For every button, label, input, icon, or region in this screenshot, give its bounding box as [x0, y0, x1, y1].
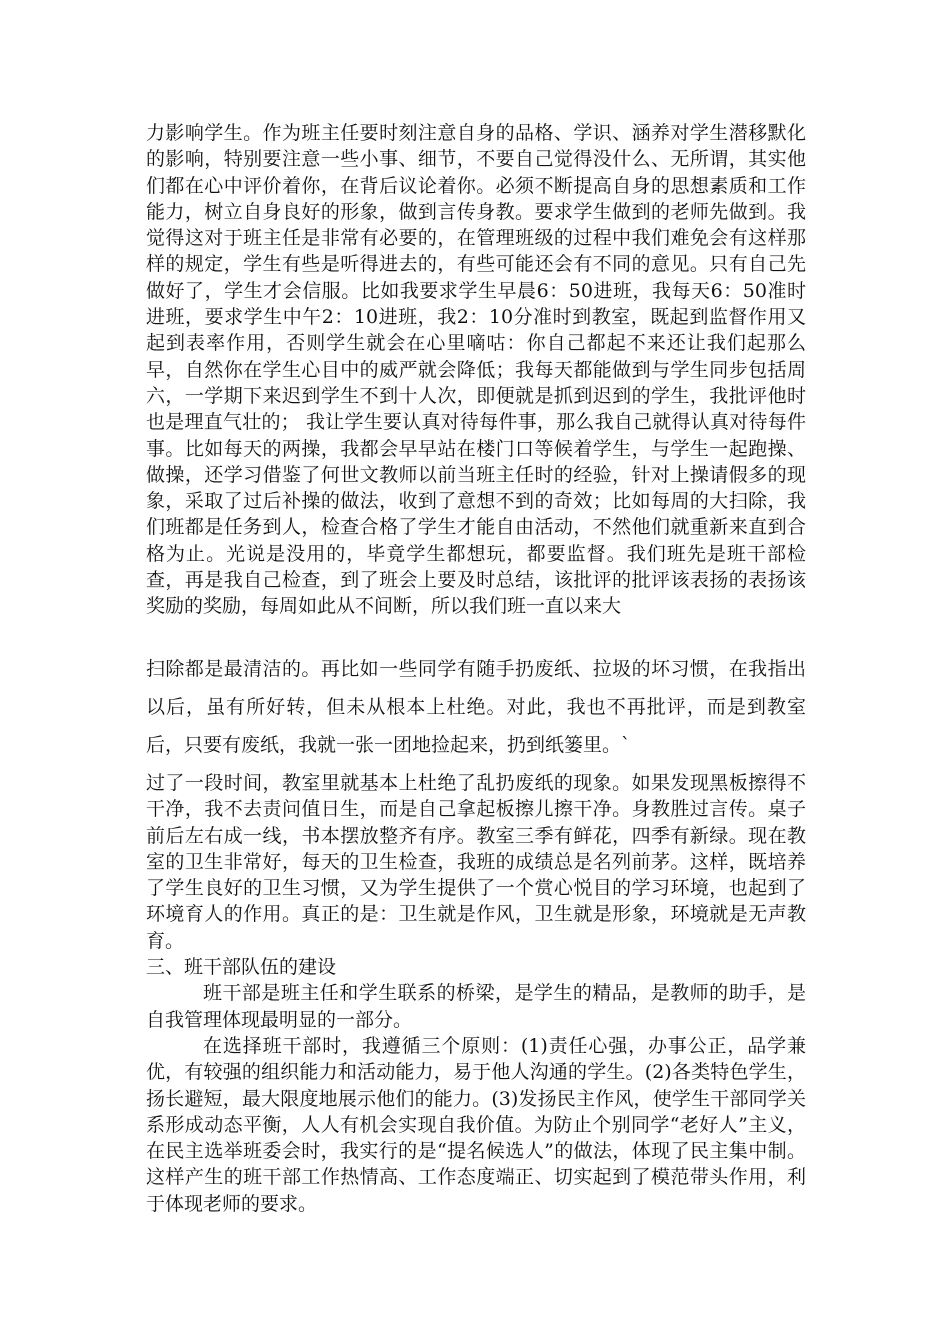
paragraph-hygiene: 过了一段时间，教室里就基本上杜绝了乱扔废纸的现象。如果发现黑板擦得不干净，我不去责问值日生，而是自己拿起板擦儿擦干净。身教胜过言传。桌子前后左右成一线，书本摆放整齐有序。教室三季有鲜花，四季有新绿。现在教室的卫生非常好，每天的卫生检查，我班的成绩总是名列前茅。这样，既培养了学生良好的卫生习惯，又为学生提供了一个赏心悦目的学习环境，也起到了环境育人的作用。真正的是：卫生就是作风，卫生就是形象，环境就是无声教育。: [146, 772, 806, 952]
text-block-2: [146, 650, 806, 764]
paragraph-selection-principles: 在选择班干部时，我遵循三个原则：(1)责任心强，办事公正，品学兼优，有较强的组织能力和活动能力，易于他人沟通的学生。(2)各类特色学生，扬长避短，最大限度地展示他们的能力。(3)发扬民主作风，使学生干部同学关系形成动态平衡，人人有机会实现自我价值。为防止个别同学“老好人”主义，在民主选举班委会时，我实行的是“提名候选人”的做法，体现了民主集中制。这样产生的班干部工作热情高、工作态度端正、切实起到了模范带头作用，利于体现老师的要求。: [146, 1034, 806, 1215]
text-block-1: [146, 120, 806, 620]
text-block-3: [146, 770, 806, 1217]
paragraph-class-cadre: 班干部是班主任和学生联系的桥梁，是学生的精品，是教师的助手，是自我管理体现最明显的一部分。: [146, 982, 806, 1031]
paragraph-main: 力影响学生。作为班主任要时刻注意自身的品格、学识、涵养对学生潜移默化的影响，特别要注意一些小事、细节，不要自己觉得没什么、无所谓，其实他们都在心中评价着你，在背后议论着你。必须不断提高自身的思想素质和工作能力，树立自身良好的形象，做到言传身教。要求学生做到的老师先做到。我觉得这对于班主任是非常有必要的，在管理班级的过程中我们难免会有这样那样的规定，学生有些是听得进去的，有些可能还会有不同的意见。只有自己先做好了，学生才会信服。比如我要求学生早晨6：50进班，我每天6：50准时进班，要求学生中午2：10进班，我2：10分准时到教室，既起到监督作用又起到表率作用，否则学生就会在心里嘀咕：你自己都起不来还让我们起那么早，自然你在学生心目中的威严就会降低；我每天都能做到与学生同步包括周六，一学期下来迟到学生不到十人次，即便就是抓到迟到的学生，我批评他时也是理直气壮的； 我让学生要认真对待每件事，那么我自己就得认真对待每件事。比如每天的两操，我都会早早站在楼门口等候着学生，与学生一起跑操、做操，还学习借鉴了何世文教师以前当班主任时的经验，针对上操请假多的现象，采取了过后补操的做法，收到了意想不到的奇效；比如每周的大扫除，我们班都是任务到人，检查合格了学生才能自由活动，不然他们就重新来直到合格为止。光说是没用的，毕竟学生都想玩，都要监督。我们班先是班干部检查，再是我自己检查，到了班会上要及时总结，该批评的批评该表扬的表扬该奖励的奖励，每周如此从不间断，所以我们班一直以来大: [146, 122, 806, 618]
section-heading: 三、班干部队伍的建设: [146, 956, 337, 979]
paragraph-cleaning: 扫除都是最清洁的。再比如一些同学有随手扔废纸、拉圾的坏习惯，在我指出以后，虽有所好转，但未从根本上杜绝。对此，我也不再批评，而是到教室后，只要有废纸，我就一张一团地捡起来，扔到纸篓里。`: [146, 658, 806, 756]
